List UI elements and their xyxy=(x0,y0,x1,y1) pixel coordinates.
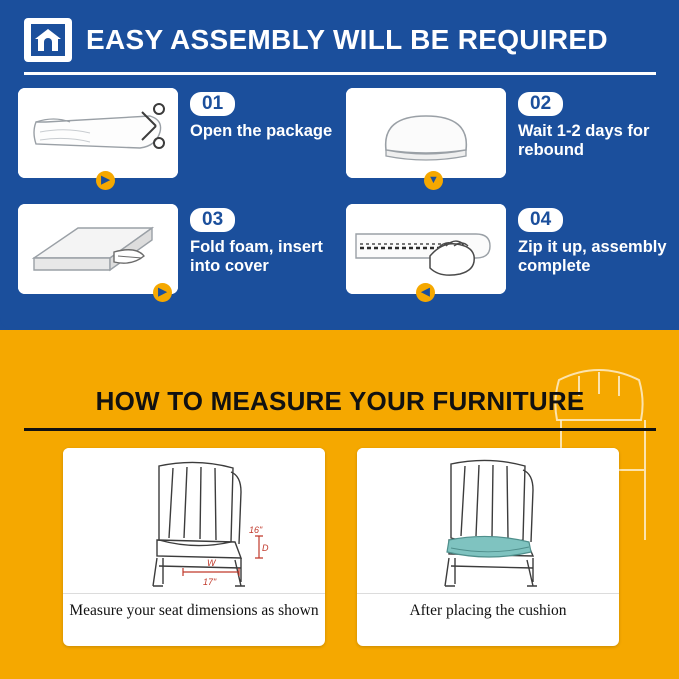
svg-text:17": 17" xyxy=(203,577,217,587)
measure-section xyxy=(0,330,679,679)
step-number: 02 xyxy=(518,92,563,116)
page-title: EASY ASSEMBLY WILL BE REQUIRED xyxy=(86,24,608,55)
house-icon xyxy=(24,18,72,62)
arrow-left-icon: ◀ xyxy=(416,283,435,302)
step-03 xyxy=(18,204,334,302)
step-02 xyxy=(346,88,662,186)
step-number: 04 xyxy=(518,208,563,232)
measure-cards xyxy=(63,448,619,648)
arrow-right-icon: ▶ xyxy=(96,171,115,190)
arrow-right-icon: ▶ xyxy=(153,283,172,302)
chair-measure-illustration xyxy=(63,448,325,590)
arrow-down-icon: ▼ xyxy=(424,171,443,190)
measure-card-1-caption: Measure your seat dimensions as shown xyxy=(63,593,325,620)
cushion-illustration xyxy=(346,88,506,178)
chair-with-cushion-illustration xyxy=(357,448,619,590)
step-description: Zip it up, assembly complete xyxy=(518,238,667,275)
measure-card-1 xyxy=(63,448,325,646)
step-description: Wait 1-2 days for rebound xyxy=(518,122,650,159)
step-description: Fold foam, insert into cover xyxy=(190,238,323,275)
measure-card-2-caption: After placing the cushion xyxy=(357,593,619,620)
package-scissors-illustration xyxy=(18,88,178,178)
assembly-header xyxy=(24,12,656,68)
step-01 xyxy=(18,88,334,186)
measure-divider xyxy=(24,428,656,431)
svg-text:16": 16" xyxy=(249,525,263,535)
step-number: 03 xyxy=(190,208,235,232)
step-04 xyxy=(346,204,667,302)
svg-text:W: W xyxy=(207,558,216,568)
header-divider xyxy=(24,72,656,75)
step-description: Open the package xyxy=(190,122,333,140)
svg-text:D: D xyxy=(262,543,269,553)
assembly-steps xyxy=(18,88,667,308)
measure-card-2 xyxy=(357,448,619,646)
fold-foam-illustration xyxy=(18,204,178,294)
step-number: 01 xyxy=(190,92,235,116)
zipper-hand-illustration xyxy=(346,204,506,294)
measure-title: HOW TO MEASURE YOUR FURNITURE xyxy=(95,386,585,416)
